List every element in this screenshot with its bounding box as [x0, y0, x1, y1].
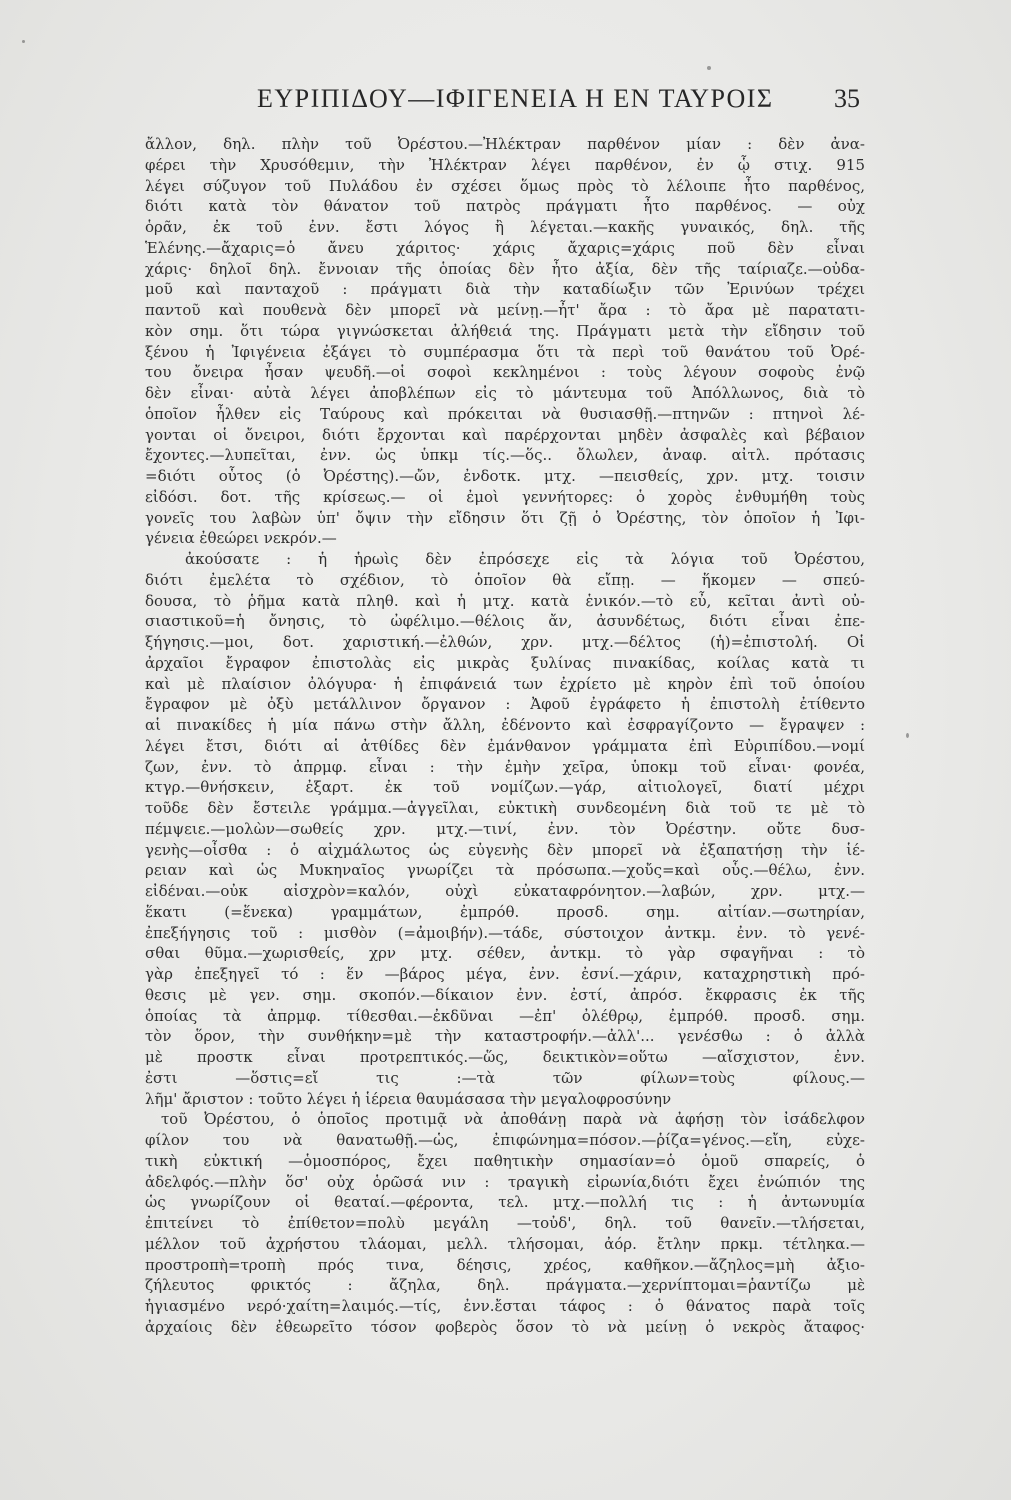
text-line: ζήλευτος φρικτός : ἄζηλα, δηλ. πράγματα.—χερνίπτομαι=ῥαντίζω μὲ: [145, 1276, 865, 1295]
text-line: Ἑλένης.—ἄχαρις=ὁ ἄνευ χάριτος· χάρις ἄχαρις=χάρις ποῦ δὲν εἶναι: [145, 238, 865, 257]
text-line: χάρις· δηλοῖ δηλ. ἔννοιαν τῆς ὁποίας δὲν ἦτο ἀξία, δὲν τῆς ταίριαζε.—οὐδα-: [145, 259, 865, 278]
text-line: ἕκατι (=ἕνεκα) γραμμάτων, ἐμπρόθ. προσδ. σημ. αἰτίαν.—σωτηρίαν,: [145, 902, 865, 921]
text-line: ἄλλον, δηλ. πλὴν τοῦ Ὀρέστου.—Ἠλέκτραν παρθένον μίαν : δὲν ἀνα-: [145, 135, 865, 153]
text-line: φέρει τὴν Χρυσόθεμιν, τὴν Ἠλέκτραν λέγει παρθένον, ἐν ᾧ στιχ. 915: [145, 155, 865, 174]
text-line: ρειαν καὶ ὡς Μυκηναῖος γνωρίζει τὰ πρόσωπα.—χοὔς=καὶ οὗς.—θέλω, ἐνν.: [145, 861, 865, 880]
commentary-text: [145, 134, 865, 1454]
paper-speck: [906, 733, 909, 738]
text-line: διότι ἐμελέτα τὸ σχέδιον, τὸ ὁποῖον θὰ εἴπῃ. — ἥκομεν — σπεύ-: [145, 570, 865, 589]
text-line: γενὴς—οἶσθα : ὁ αἰχμάλωτος ὡς εὐγενὴς δὲν μπορεῖ νὰ ἐξαπατήσῃ τὴν ἱέ-: [145, 840, 865, 859]
text-line: ἀδελφός.—πλὴν ὅσ' οὐχ ὁρῶσά νιν : τραγικὴ εἰρωνία,διότι ἔχει ἐνώπιόν της: [145, 1172, 865, 1191]
text-line: ὁποίας τὰ ἀπρμφ. τίθεσθαι.—ἐκδῦναι —ἐπ' ὀλέθρῳ, ἐμπρόθ. προσδ. σημ.: [145, 1006, 865, 1025]
paper-speck: [707, 66, 711, 70]
text-line: ἔγραφον μὲ ὀξὺ μετάλλινον ὄργανον : Ἀφοῦ ἐγράφετο ἡ ἐπιστολὴ ἐτίθεντο: [145, 695, 865, 714]
text-line: λέγει σύζυγον τοῦ Πυλάδου ἐν σχέσει ὅμως πρὸς τὸ λέλοιπε ἦτο παρθένος,: [145, 176, 865, 195]
text-line: προστροπὴ=τροπὴ πρός τινα, δέησις, χρέος, καθῆκον.—ἄζηλος=μὴ ἀξιο-: [145, 1255, 865, 1274]
text-line: μὲ προστκ εἶναι προτρεπτικός.—ὥς, δεικτικὸν=οὕτω —αἴσχιστον, ἐνν.: [145, 1048, 865, 1066]
text-line: εἰδέναι.—οὐκ αἰσχρὸν=καλόν, οὐχὶ εὐκαταφρόνητον.—λαβών, χρν. μτχ.—: [145, 882, 865, 900]
text-line: ἐστι —ὅστις=εἴ τις :—τὰ τῶν φίλων=τοὺς φίλους.—: [145, 1068, 865, 1087]
text-line: κτγρ.—θνήσκειν, ἐξαρτ. ἐκ τοῦ νομίζων.—γάρ, αἰτιολογεῖ, διατί μέχρι: [145, 778, 865, 797]
text-line: ὡς γνωρίζουν οἱ θεαταί.—φέροντα, τελ. μτχ.—πολλή τις : ἡ ἀντωνυμία: [145, 1193, 865, 1212]
text-line: τικὴ εὐκτική —ὁμοσπόρος, ἔχει παθητικὴν σημασίαν=ὁ ὁμοῦ σπαρείς, ὁ: [145, 1151, 865, 1170]
text-line: εἰδόσι. δοτ. τῆς κρίσεως.— οἱ ἐμοὶ γεννήτορες: ὁ χορὸς ἐνθυμήθη τοὺς: [145, 487, 865, 506]
text-line: =διότι οὗτος (ὁ Ὀρέστης).—ὤν, ἐνδοτκ. μτχ. —πεισθείς, χρν. μτχ. τοισιν: [145, 467, 865, 485]
text-line: γένεια ἐθεώρει νεκρόν.—: [145, 529, 337, 548]
text-line: γονεῖς του λαβὼν ὑπ' ὄψιν τὴν εἴδησιν ὅτι ζῇ ὁ Ὀρέστης, τὸν ὁποῖον ἡ Ἰφι-: [145, 508, 865, 527]
text-line: του ὄνειρα ἦσαν ψευδῆ.—οἱ σοφοὶ κεκλημένοι : τοὺς λέγουν σοφοὺς ἐνῷ: [145, 363, 865, 382]
text-line: ξένου ἡ Ἰφιγένεια ἐξάγει τὸ συμπέρασμα ὅτι τὰ περὶ τοῦ θανάτου τοῦ Ὀρέ-: [145, 342, 865, 361]
text-line: δουσα, τὸ ῥῆμα κατὰ πληθ. καὶ ἡ μτχ. κατὰ ἑνικόν.—τὸ εὖ, κεῖται ἀντὶ οὐ-: [145, 591, 865, 610]
text-line: γὰρ ἐπεξηγεῖ τό : ἕν —βάρος μέγα, ἐνν. ἐσνί.—χάριν, καταχρηστικὴ πρό-: [145, 965, 865, 983]
text-line: τοῦδε δὲν ἔστειλε γράμμα.—ἀγγεῖλαι, εὐκτικὴ συνδεομένη διὰ τοῦ τε μὲ τὸ: [145, 799, 865, 817]
running-head: [130, 84, 860, 124]
text-line: πέμψειε.—μολὼν—σωθείς χρν. μτχ.—τινί, ἐνν. τὸν Ὀρέστην. οὔτε δυσ-: [145, 819, 865, 838]
text-line: μέλλον τοῦ ἀχρήστου τλάομαι, μελλ. τλήσομαι, ἀόρ. ἔτλην πρκμ. τέτληκα.—: [145, 1234, 865, 1253]
text-line: ἀκούσατε : ἡ ἡρωὶς δὲν ἐπρόσεχε εἰς τὰ λόγια τοῦ Ὀρέστου,: [185, 550, 865, 568]
text-line: θεσις μὲ γεν. σημ. σκοπόν.—δίκαιον ἐνν. ἐστί, ἀπρόσ. ἔκφρασις ἐκ τῆς: [145, 985, 865, 1004]
text-line: λέγει ἔτσι, διότι αἱ ἀτθίδες δὲν ἐμάνθανον γράμματα ἐπὶ Εὐριπίδου.—νομί: [145, 736, 865, 755]
text-line: ἀρχαίοις δὲν ἐθεωρεῖτο τόσον φοβερὸς ὅσον τὸ νὰ μείνῃ ὁ νεκρὸς ἄταφος·: [145, 1317, 865, 1336]
text-line: ἐπιτείνει τὸ ἐπίθετον=πολὺ μεγάλη —τοὐδ', δηλ. τοῦ θανεῖν.—τλήσεται,: [145, 1214, 865, 1232]
text-line: λῆμ' ἄριστον : τοῦτο λέγει ἡ ἱέρεια θαυμάσασα τὴν μεγαλοφροσύνην: [145, 1089, 672, 1108]
text-line: ἀρχαῖοι ἔγραφον ἐπιστολὰς εἰς μικρὰς ξυλίνας πινακίδας, κοίλας κατὰ τι: [145, 653, 865, 672]
text-line: γονται οἱ ὄνειροι, διότι ἔρχονται καὶ παρέρχονται μηδὲν ἀσφαλὲς καὶ βέβαιον: [145, 425, 865, 444]
text-line: τοῦ Ὀρέστου, ὁ ὁποῖος προτιμᾷ νὰ ἀποθάνῃ παρὰ νὰ ἀφήσῃ τὸν ἰσάδελφον: [161, 1110, 865, 1129]
text-line: παντοῦ καὶ πουθενὰ δὲν μπορεῖ νὰ μείνῃ.—ἦτ' ἄρα : τὸ ἄρα μὲ παρατατι-: [145, 301, 865, 319]
text-line: ξήγησις.—μοι, δοτ. χαριστική.—ἐλθών, χρν. μτχ.—δέλτος (ἡ)=ἐπιστολή. Οἱ: [145, 633, 865, 651]
text-line: σιαστικοῦ=ἡ ὄνησις, τὸ ὠφέλιμο.—θέλοις ἄν, ἀσυνδέτως, διότι εἶναι ἐπε-: [145, 612, 865, 631]
page-number: 35: [834, 84, 860, 113]
text-line: φίλον του νὰ θανατωθῇ.—ὡς, ἐπιφώνημα=πόσον.—ῥίζα=γένος.—εἴη, εὐχε-: [145, 1131, 865, 1149]
text-line: ἐπεξήγησις τοῦ : μισθὸν (=ἀμοιβήν).—τάδε, σύστοιχον ἀντκμ. ἐνν. τὸ γενέ-: [145, 923, 865, 942]
text-line: σθαι θῦμα.—χωρισθείς, χρν μτχ. σέθεν, ἀντκμ. τὸ γὰρ σφαγῆναι : τὸ: [145, 944, 865, 963]
text-line: μοῦ καὶ πανταχοῦ : πράγματι διὰ τὴν καταδίωξιν τῶν Ἐρινύων τρέχει: [145, 280, 865, 299]
running-head-title: ΕΥΡΙΠΙΔΟΥ—ΙΦΙΓΕΝΕΙΑ Η ΕΝ ΤΑΥΡΟΙΣ: [257, 84, 774, 113]
paper-speck: [22, 40, 25, 43]
text-line: τὸν ὅρον, τὴν συνθήκην=μὲ τὴν καταστροφήν.—ἀλλ'... γενέσθω : ὁ ἀλλὰ: [145, 1027, 865, 1046]
text-line: ὁποῖον ἦλθεν εἰς Ταύρους καὶ πρόκειται νὰ θυσιασθῇ.—πτηνῶν : πτηνοὶ λέ-: [145, 404, 865, 423]
text-line: ὁρᾶν, ἐκ τοῦ ἐνν. ἔστι λόγος ἢ λέγεται.—κακῆς γυναικός, δηλ. τῆς: [145, 218, 865, 236]
text-line: ζων, ἐνν. τὸ ἀπρμφ. εἶναι : τὴν ἐμὴν χεῖρα, ὑποκμ τοῦ εἶναι· φονέα,: [145, 757, 865, 776]
text-line: καὶ μὲ πλαίσιον ὀλόγυρα· ἡ ἐπιφάνειά των ἐχρίετο μὲ κηρὸν ἐπὶ τοῦ ὁποίου: [145, 674, 865, 693]
text-line: ἡγιασμένο νερό·χαίτη=λαιμός.—τίς, ἐνν.ἔσται τάφος : ὁ θάνατος παρὰ τοῖς: [145, 1297, 865, 1315]
text-line: αἱ πινακίδες ἡ μία πάνω στὴν ἄλλη, ἐδένοντο καὶ ἐσφραγίζοντο — ἔγραψεν :: [145, 716, 865, 734]
text-line: κὸν σημ. ὅτι τώρα γιγνώσκεται ἀλήθειά της. Πράγματι μετὰ τὴν εἴδησιν τοῦ: [145, 321, 865, 340]
text-line: ἔχοντες.—λυπεῖται, ἐνν. ὡς ὑπκμ τίς.—ὅς.. ὄλωλεν, ἀναφ. αἰτλ. πρότασις: [145, 446, 865, 465]
text-line: διότι κατὰ τὸν θάνατον τοῦ πατρὸς πράγματι ἦτο παρθένος. — οὐχ: [145, 197, 865, 216]
text-line: [145, 1338, 865, 1359]
text-line: δὲν εἶναι· αὐτὰ λέγει ἀποβλέπων εἰς τὸ μάντευμα τοῦ Ἀπόλλωνος, διὰ τὸ: [145, 384, 865, 402]
